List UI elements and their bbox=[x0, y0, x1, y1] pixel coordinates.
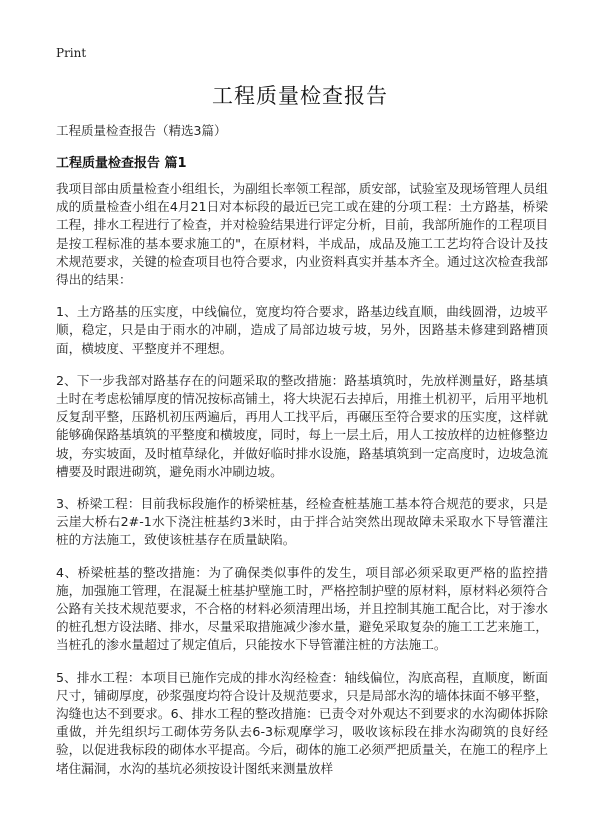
paragraph-5: 5、排水工程：本项目已施作完成的排水沟经检查：轴线偏位，沟底高程，直顺度，断面尺寸，铺砌厚度，砂浆强度均符合设计及规范要求，只是局部水沟的墙体抹面不够平整，沟缝也达不到要求。6、排水工程的整改措施：已责令对外观达不到要求的水沟砌体拆除重做，并先组织圬工砌体劳务队去6-3标观摩学习，吸收该标段在排水沟砌筑的良好经验，以促进我标段的砌体水平提高。今后，砌体的施工必须严把质量关，在施工的程序上堵住漏洞，水沟的基坑必须按设计图纸来测量放样 bbox=[56, 669, 548, 776]
page-title: 工程质量检查报告 bbox=[212, 84, 388, 108]
paragraph-1: 1、土方路基的压实度，中线偏位，宽度均符合要求，路基边线直顺，曲线圆滑，边坡平顺，稳定，只是由于雨水的冲刷，造成了局部边坡亏坡，另外，因路基未修建到路槽顶面，横坡度、平整度并不理想。 bbox=[56, 304, 548, 356]
paragraph-3: 3、桥梁工程：目前我标段施作的桥梁桩基，经检查桩基施工基本符合规范的要求，只是云崖大桥右2#-1水下浇注桩基约3米时，由于拌合站突然出现故障未采取水下导管灌注桩的方法施工，致使该桩基存在质量缺陷。 bbox=[56, 496, 548, 548]
report-body bbox=[56, 180, 548, 792]
document-subtitle: 工程质量检查报告（精选3篇） bbox=[56, 123, 227, 138]
paragraph-intro: 我项目部由质量检查小组组长，为副组长率领工程部，质安部，试验室及现场管理人员组成的质量检查小组在4月21日对本标段的最近已完工或在建的分项工程：土方路基，桥梁工程，排水工程进行了检查，并对检验结果进行评定分析，目前，我部所施作的工程项目是按工程标准的基本要求施工的"，在原材料，半成品，成品及施工工艺均符合设计及技术规范要求，关键的检查项目也符合要求，内业资料真实并基本齐全。通过这次检查我部得出的结果： bbox=[56, 181, 548, 288]
paragraph-2: 2、下一步我部对路基存在的问题采取的整改措施：路基填筑时，先放样测量好，路基填土时在考虑松铺厚度的情况按标高铺土，将大块泥石去掉后，用推土机初平，后用平地机反复刮平整，压路机初压两遍后，再用人工找平后，再碾压至符合要求的压实度，这样就能够确保路基填筑的平整度和横坡度，同时，每上一层土后，用人工按放样的边桩修整边坡，夯实坡面，及时植草绿化，并做好临时排水设施，路基填筑到一定高度时，边坡急流槽要及时跟进砌筑，避免雨水冲刷边坡。 bbox=[56, 372, 548, 479]
section-heading: 工程质量检查报告 篇1 bbox=[56, 156, 187, 171]
paragraph-4: 4、桥梁桩基的整改措施：为了确保类似事件的发生，项目部必须采取更严格的监控措施，加强施工管理，在混凝土桩基护壁施工时，严格控制护壁的原材料，原材料必须符合公路有关技术规范要求，不合格的材料必须清理出场，并且控制其施工配合比，对于渗水的桩孔想方设法睹、排水，尽量采取措施减少渗水量，避免采取复杂的施工工艺来施工，当桩孔的渗水量超过了规定值后，只能按水下导管灌注桩的方法施工。 bbox=[56, 564, 548, 653]
print-link[interactable]: Print bbox=[56, 46, 87, 60]
